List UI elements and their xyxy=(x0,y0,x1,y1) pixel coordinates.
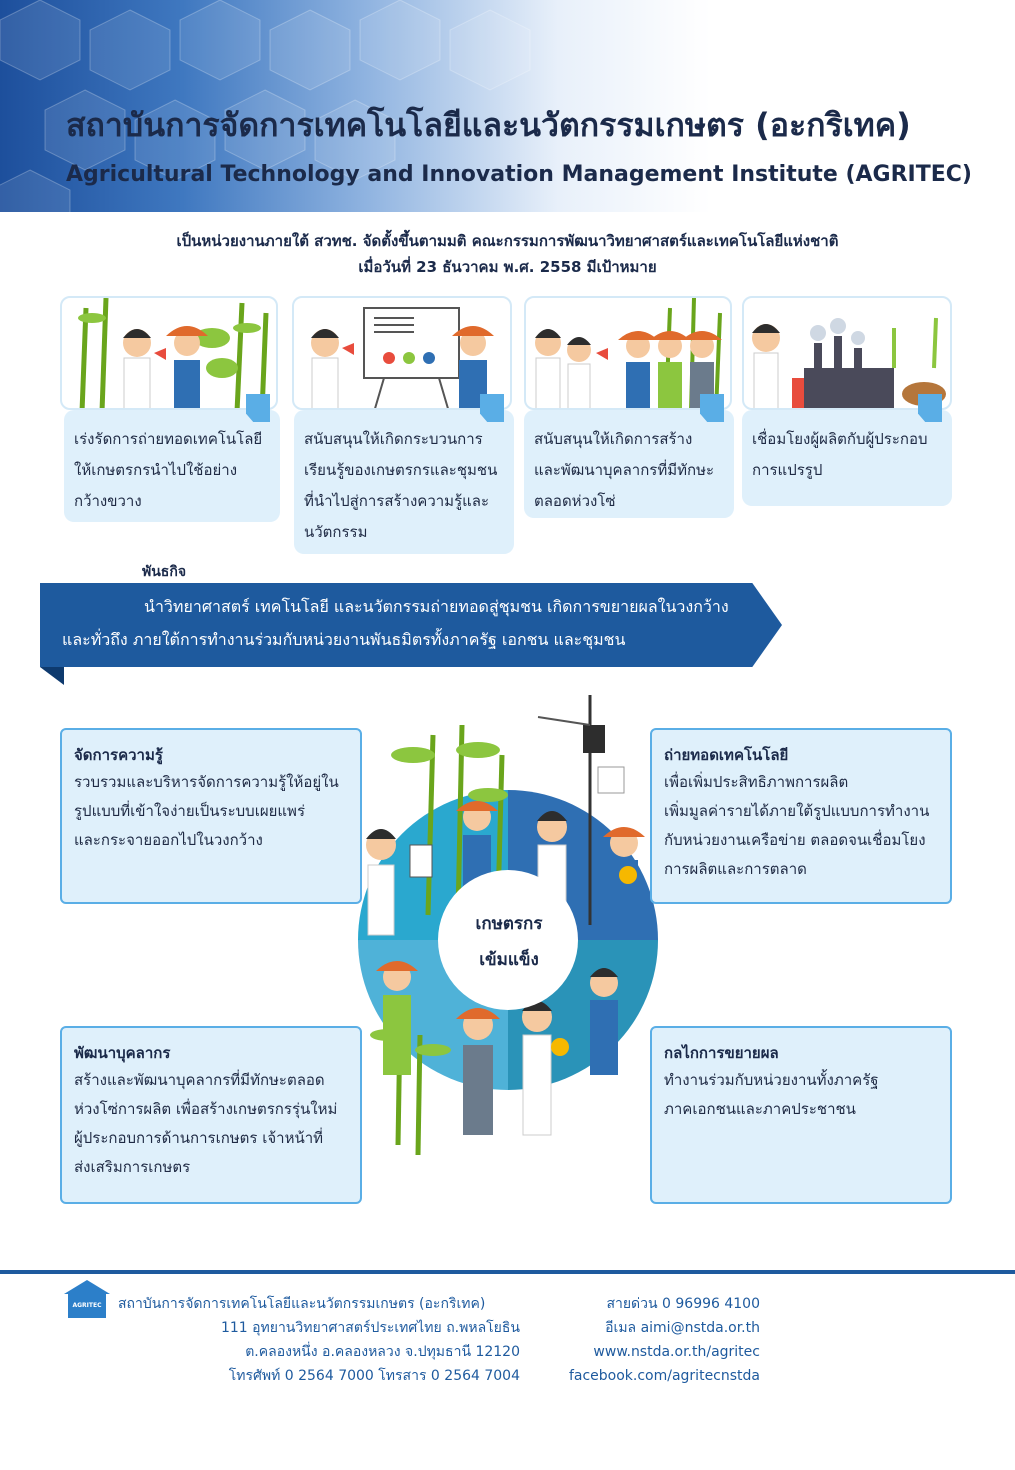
intro-text xyxy=(60,228,955,280)
goal-1-line: เร่งรัดการถ่ายทอดเทคโนโลยี xyxy=(74,430,263,448)
goal-3-line: ตลอดห่วงโซ่ xyxy=(534,492,616,510)
factory-illustration xyxy=(744,298,952,410)
logo-roof-icon xyxy=(64,1280,110,1294)
footer-divider xyxy=(0,1270,1015,1274)
address-line: สถาบันการจัดการเทคโนโลยีและนวัตกรรมเกษตร (อะกริเทค) xyxy=(118,1296,486,1312)
intro-line-2: เมื่อวันที่ 23 ธันวาคม พ.ศ. 2558 มีเป้าหมาย xyxy=(358,258,657,276)
goal-4-box xyxy=(742,410,952,506)
goal-1-line: ให้เกษตรกรนำไปใช้อย่าง xyxy=(74,461,238,479)
strategy-knowledge-title: จัดการความรู้ xyxy=(74,746,163,764)
strategy-expansion-title: กลไกการขยายผล xyxy=(664,1044,779,1062)
presentation-board-illustration xyxy=(294,298,512,410)
mission-text xyxy=(62,590,762,656)
goal-3-line: และพัฒนาบุคลากรที่มีทักษะ xyxy=(534,461,715,479)
goal-3-fold-icon xyxy=(700,394,724,422)
mission-banner-fold xyxy=(40,667,64,685)
goal-3-box xyxy=(524,410,734,518)
address-line: 111 อุทยานวิทยาศาสตร์ประเทศไทย ถ.พหลโยธิน xyxy=(220,1320,520,1336)
goal-1-box xyxy=(64,410,280,522)
strategy-people-card xyxy=(60,1026,362,1204)
goal-3-illustration xyxy=(524,296,732,410)
logo-text: AGRITEC xyxy=(68,1294,106,1318)
goal-1-illustration xyxy=(60,296,278,410)
strategy-transfer-line: เพิ่มมูลค่ารายได้ภายใต้รูปแบบการทำงาน xyxy=(664,802,930,820)
goal-4-fold-icon xyxy=(918,394,942,422)
address-line: โทรศัพท์ 0 2564 7000 โทรสาร 0 2564 7004 xyxy=(228,1368,520,1384)
strategy-transfer-line: การผลิตและการตลาด xyxy=(664,860,807,878)
strategy-knowledge-line: รูปแบบที่เข้าใจง่ายเป็นระบบเผยแพร่ xyxy=(74,802,306,820)
goal-1-fold-icon xyxy=(246,394,270,422)
mission-line-1: นำวิทยาศาสตร์ เทคโนโลยี และนวัตกรรมถ่ายทอดสู่ชุมชน เกิดการขยายผลในวงกว้าง xyxy=(144,597,729,616)
mission-line-2: และทั่วถึง ภายใต้การทำงานร่วมกับหน่วยงานพันธมิตรทั้งภาครัฐ เอกชน และชุมชน xyxy=(62,630,626,649)
strategy-knowledge-card xyxy=(60,728,362,904)
goal-2-line: เรียนรู้ของเกษตรกรและชุมชน xyxy=(304,461,498,479)
strategy-people-line: ผู้ประกอบการด้านการเกษตร เจ้าหน้าที่ xyxy=(74,1129,324,1147)
page-title-thai: สถาบันการจัดการเทคโนโลยีและนวัตกรรมเกษตร (อะกริเทค) xyxy=(66,106,911,144)
goal-3-line: สนับสนุนให้เกิดการสร้าง xyxy=(534,430,693,448)
strategy-knowledge-line: และกระจายออกไปในวงกว้าง xyxy=(74,831,263,849)
goal-1-line: กว้างขวาง xyxy=(74,492,142,510)
address-line: ต.คลองหนึ่ง อ.คลองหลวง จ.ปทุมธานี 12120 xyxy=(245,1344,520,1360)
goal-4-illustration xyxy=(742,296,952,410)
strategy-people-line: ส่งเสริมการเกษตร xyxy=(74,1158,191,1176)
strategy-transfer-title: ถ่ายทอดเทคโนโลยี xyxy=(664,746,789,764)
goal-2-line: นวัตกรรม xyxy=(304,523,368,541)
training-group-illustration xyxy=(526,298,732,410)
strategy-expansion-line: ทำงานร่วมกับหน่วยงานทั้งภาครัฐ xyxy=(664,1071,879,1089)
page-title-english: Agricultural Technology and Innovation Management Institute (AGRITEC) xyxy=(66,162,972,187)
goal-4-line: การแปรรูป xyxy=(752,461,823,479)
strategy-people-title: พัฒนาบุคลากร xyxy=(74,1044,171,1062)
strategy-transfer-line: กับหน่วยงานเครือข่าย ตลอดจนเชื่อมโยง xyxy=(664,831,926,849)
goal-2-fold-icon xyxy=(480,394,504,422)
hotline-text: สายด่วน 0 96996 4100 xyxy=(606,1296,760,1312)
footer-address xyxy=(118,1292,520,1388)
center-label xyxy=(440,906,578,978)
strategy-expansion-line: ภาคเอกชนและภาคประชาชน xyxy=(664,1100,856,1118)
agritec-logo xyxy=(64,1280,110,1318)
center-line-1: เกษตรกร xyxy=(475,914,543,934)
goal-2-line: ที่นำไปสู่การสร้างความรู้และ xyxy=(304,492,490,510)
strategy-people-line: สร้างและพัฒนาบุคลากรที่มีทักษะตลอด xyxy=(74,1071,325,1089)
intro-line-1: เป็นหน่วยงานภายใต้ สวทช. จัดตั้งขึ้นตามมติ คณะกรรมการพัฒนาวิทยาศาสตร์และเทคโนโลยีแห่งชาติ xyxy=(176,232,839,250)
facebook-link[interactable]: facebook.com/agritecnstda xyxy=(568,1368,760,1384)
strategy-people-line: ห่วงโซ่การผลิต เพื่อสร้างเกษตรกรรุ่นใหม่ xyxy=(74,1100,338,1118)
strategy-expansion-card xyxy=(650,1026,952,1204)
goal-2-line: สนับสนุนให้เกิดกระบวนการ xyxy=(304,430,483,448)
goal-2-illustration xyxy=(292,296,512,410)
website-link[interactable]: www.nstda.or.th/agritec xyxy=(593,1344,760,1360)
farmers-sugarcane-illustration xyxy=(62,298,278,410)
mission-label: พันธกิจ xyxy=(142,564,187,580)
center-line-2: เข้มแข็ง xyxy=(479,950,539,970)
goal-4-line: เชื่อมโยงผู้ผลิตกับผู้ประกอบ xyxy=(752,430,928,448)
strategy-transfer-card xyxy=(650,728,952,904)
footer-contact xyxy=(552,1292,760,1388)
strategy-transfer-line: เพื่อเพิ่มประสิทธิภาพการผลิต xyxy=(664,773,849,791)
email-text[interactable]: อีเมล aimi@nstda.or.th xyxy=(605,1320,760,1336)
strategy-knowledge-line: รวบรวมและบริหารจัดการความรู้ให้อยู่ใน xyxy=(74,773,339,791)
goal-2-box xyxy=(294,410,514,554)
